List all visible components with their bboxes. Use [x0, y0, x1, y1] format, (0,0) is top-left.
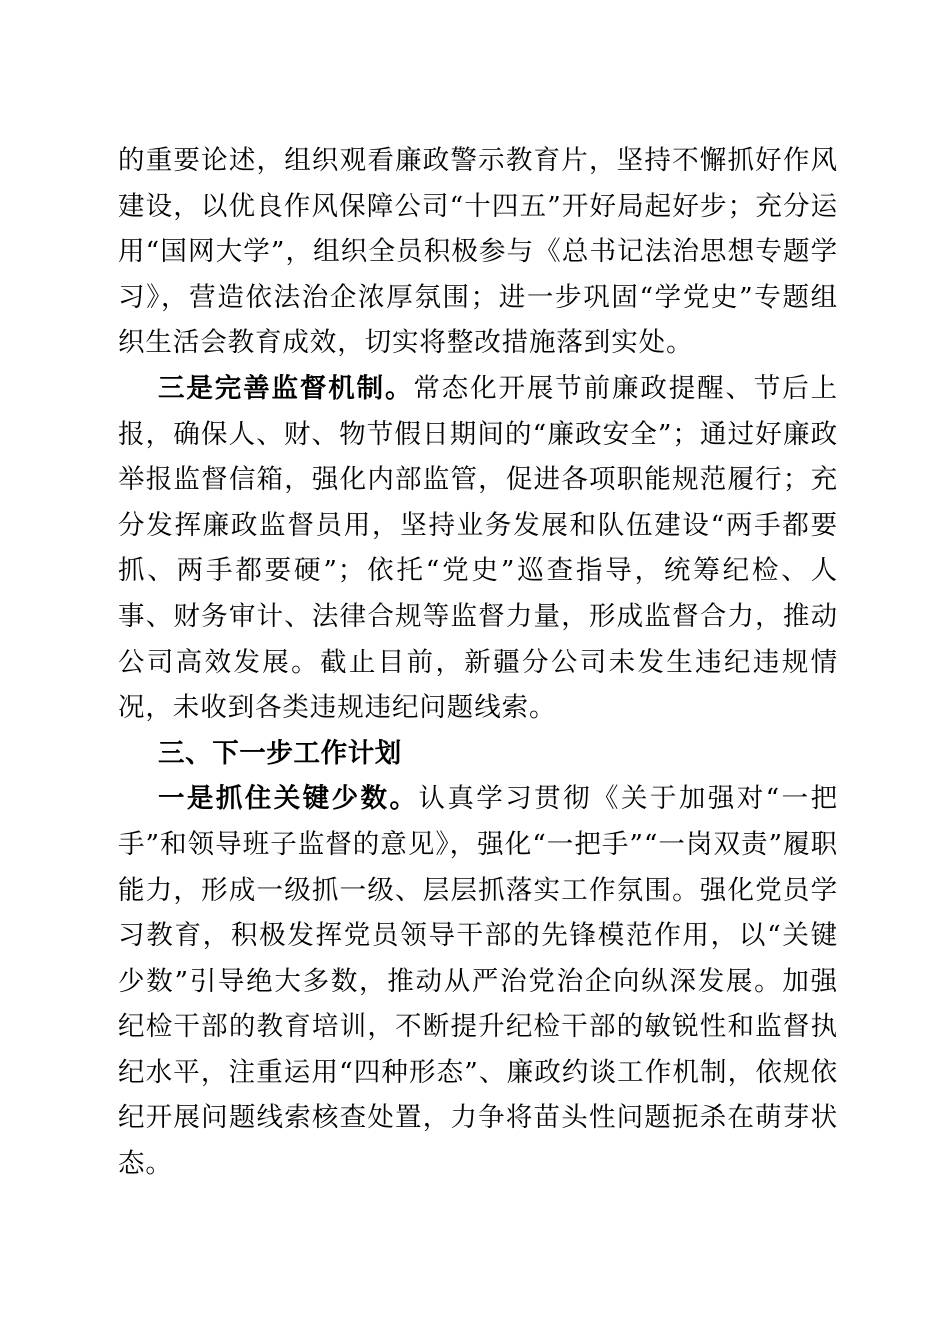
paragraph-lead: 三是完善监督机制。	[158, 372, 414, 404]
paragraph-text: 认真学习贯彻《关于加强对“一把手”和领导班子监督的意见》，强化“一把手”“一岗双责”履职能力，形成一级抓一级、层层抓落实工作氛围。强化党员学习教育，积极发挥党员领导干部的先锋模范作用，以“关键少数”引导绝大多数，推动从严治党治企向纵深发展。加强纪检干部的教育培训，不断提升纪检干部的敏锐性和监督执纪水平，注重运用“四种形态”、廉政约谈工作机制，依规依纪开展问题线索核查处置，力争将苗头性问题扼杀在萌芽状态。	[118, 783, 838, 1180]
document-page	[118, 138, 838, 1187]
paragraph-continuation	[118, 138, 838, 366]
paragraph-text: 的重要论述，组织观看廉政警示教育片，坚持不懈抓好作风建设，以优良作风保障公司“十四五”开好局起好步；充分运用“国网大学”，组织全员积极参与《总书记法治思想专题学习》，营造依法治企浓厚氛围；进一步巩固“学党史”专题组织生活会教育成效，切实将整改措施落到实处。	[118, 145, 838, 359]
paragraph-text: 常态化开展节前廉政提醒、节后上报，确保人、财、物节假日期间的“廉政安全”；通过好廉政举报监督信箱，强化内部监管，促进各项职能规范履行；充分发挥廉政监督员用，坚持业务发展和队伍建设“两手都要抓、两手都要硬”；依托“党史”巡查指导，统筹纪检、人事、财务审计、法律合规等监督力量，形成监督合力，推动公司高效发展。截止目前，新疆分公司未发生违纪违规情况，未收到各类违规违纪问题线索。	[118, 372, 839, 724]
paragraph-lead: 一是抓住关键少数。	[158, 783, 419, 815]
paragraph-key-minority	[118, 776, 838, 1186]
section-heading: 三、下一步工作计划	[158, 737, 402, 769]
paragraph-supervision	[118, 366, 838, 731]
